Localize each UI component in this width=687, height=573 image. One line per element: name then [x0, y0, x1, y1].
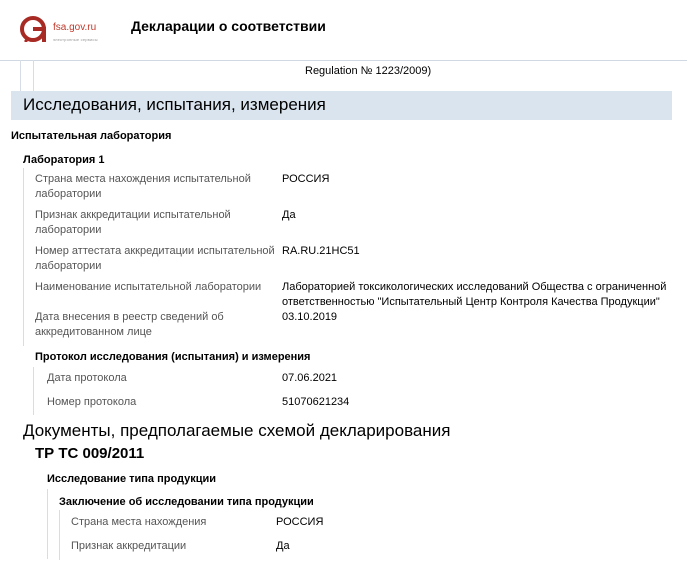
tree-line [33, 60, 34, 92]
section-title-documents: Документы, предполагаемые схемой декларирования [23, 421, 451, 440]
protocol-number-value: 51070621234 [282, 396, 350, 408]
tree-line [20, 60, 21, 92]
conclusion-country-label: Страна места нахождения [71, 516, 207, 528]
tree-line [23, 168, 24, 346]
header-divider [0, 60, 687, 61]
tree-line [33, 367, 34, 415]
tree-line [59, 510, 60, 560]
lab-name-value: Лабораторией токсикологических исследований Общества с ограниченной ответственностью "Испытательный Центр Контроля Качества Продукции" [282, 281, 667, 308]
conclusion-country-value: РОССИЯ [276, 516, 324, 528]
logo-text: fsa.gov.ru [53, 22, 97, 33]
conclusion-accreditation-label: Признак аккредитации [71, 540, 187, 552]
lab-certificate-value: RA.RU.21НС51 [282, 245, 360, 257]
lab-country-value: РОССИЯ [282, 173, 330, 185]
testing-lab-heading: Испытательная лаборатория [11, 130, 172, 142]
lab-registry-date-label: Дата внесения в реестр сведений об аккредитованном лице [35, 311, 224, 338]
lab-country-label: Страна места нахождения испытательной лаборатории [35, 173, 251, 200]
lab-accreditation-label: Признак аккредитации испытательной лаборатории [35, 209, 231, 236]
page-title: Декларации о соответствии [131, 18, 326, 34]
section-title-research: Исследования, испытания, измерения [23, 95, 326, 114]
protocol-date-label: Дата протокола [47, 372, 127, 384]
lab-accreditation-value: Да [282, 209, 296, 221]
tree-line [47, 489, 48, 559]
regulation-text: Regulation № 1223/2009) [305, 65, 432, 77]
lab-certificate-label: Номер аттестата аккредитации испытательной лаборатории [35, 245, 275, 272]
protocol-number-label: Номер протокола [47, 396, 137, 408]
protocol-heading: Протокол исследования (испытания) и измерения [35, 351, 311, 363]
lab-name-label: Наименование испытательной лаборатории [35, 281, 262, 293]
protocol-date-value: 07.06.2021 [282, 372, 338, 384]
type-study-conclusion-heading: Заключение об исследовании типа продукции [59, 496, 314, 508]
fsa-logo-icon [20, 16, 46, 42]
lab-1-heading: Лаборатория 1 [23, 154, 105, 166]
conclusion-accreditation-value: Да [276, 540, 290, 552]
logo-subtitle: электронные сервисы [53, 37, 98, 42]
lab-registry-date-value: 03.10.2019 [282, 311, 338, 323]
type-study-heading: Исследование типа продукции [47, 473, 217, 485]
regulation-heading: ТР ТС 009/2011 [35, 445, 145, 462]
